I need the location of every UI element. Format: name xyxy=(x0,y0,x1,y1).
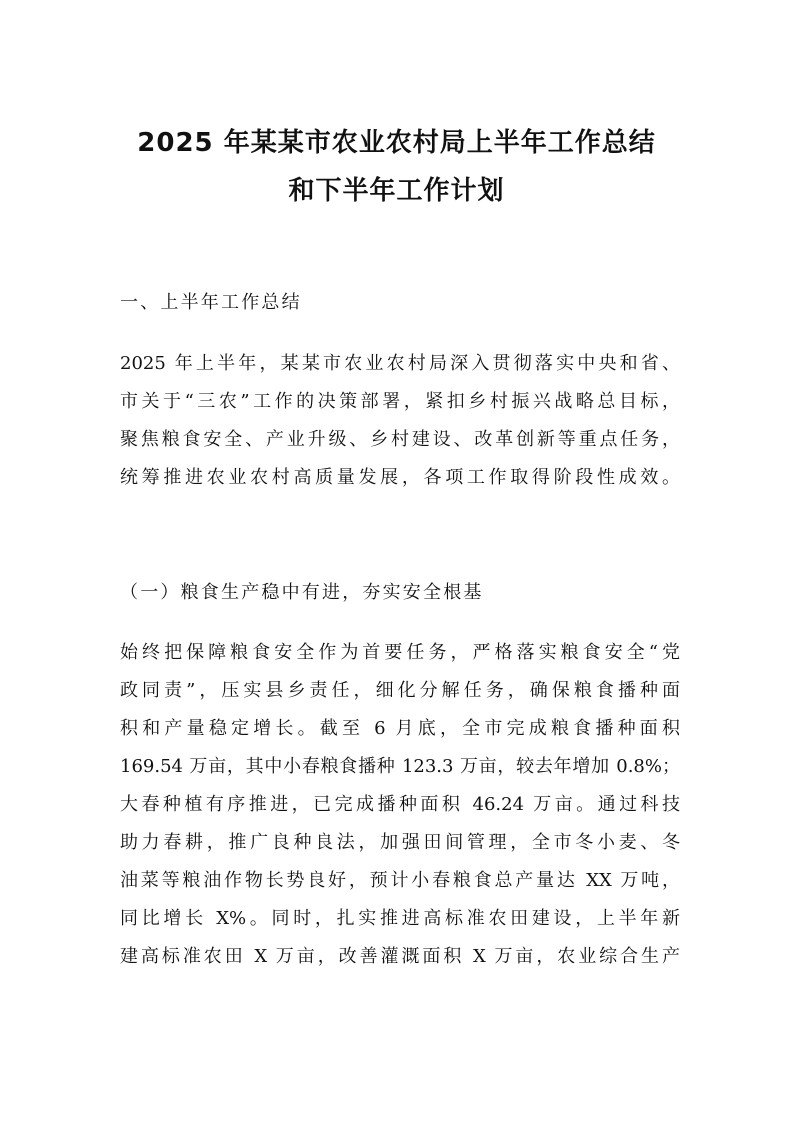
paragraph-line: 助力春耕，推广良种良法，加强田间管理，全市冬小麦、冬 xyxy=(120,832,680,853)
paragraph-line: 市关于“三农”工作的决策部署，紧扣乡村振兴战略总目标， xyxy=(120,391,680,412)
paragraph-line: 政同责”，压实县乡责任，细化分解任务，确保粮食播种面 xyxy=(120,680,680,701)
paragraph-line: 油菜等粮油作物长势良好，预计小春粮食总产量达 XX 万吨， xyxy=(120,870,680,891)
paragraph-line: 169.54 万亩，其中小春粮食播种 123.3 万亩，较去年增加 0.8%； xyxy=(120,756,680,777)
paragraph-line: 聚焦粮食安全、产业升级、乡村建设、改革创新等重点任务， xyxy=(120,429,680,450)
subsection-heading-grain-production: （一）粮食生产稳中有进，夯实安全根基 xyxy=(120,582,484,603)
document-title-line-2: 和下半年工作计划 xyxy=(288,176,505,206)
section-heading-first-half-summary: 一、上半年工作总结 xyxy=(120,292,302,313)
paragraph-line: 建高标准农田 X 万亩，改善灌溉面积 X 万亩，农业综合生产 xyxy=(120,946,680,967)
grain-production-paragraph xyxy=(120,634,680,976)
paragraph-line: 统筹推进农业农村高质量发展，各项工作取得阶段性成效。 xyxy=(120,467,680,488)
document-title-line-1: 2025 年某某市农业农村局上半年工作总结 xyxy=(137,128,656,158)
paragraph-line: 2025 年上半年，某某市农业农村局深入贯彻落实中央和省、 xyxy=(120,353,680,374)
intro-paragraph xyxy=(120,345,680,497)
paragraph-line: 积和产量稳定增长。截至 6 月底，全市完成粮食播种面积 xyxy=(120,718,680,739)
paragraph-line: 大春种植有序推进，已完成播种面积 46.24 万亩。通过科技 xyxy=(120,794,680,815)
paragraph-line: 同比增长 X%。同时，扎实推进高标准农田建设，上半年新 xyxy=(120,908,680,929)
paragraph-line: 始终把保障粮食安全作为首要任务，严格落实粮食安全“党 xyxy=(120,642,680,663)
